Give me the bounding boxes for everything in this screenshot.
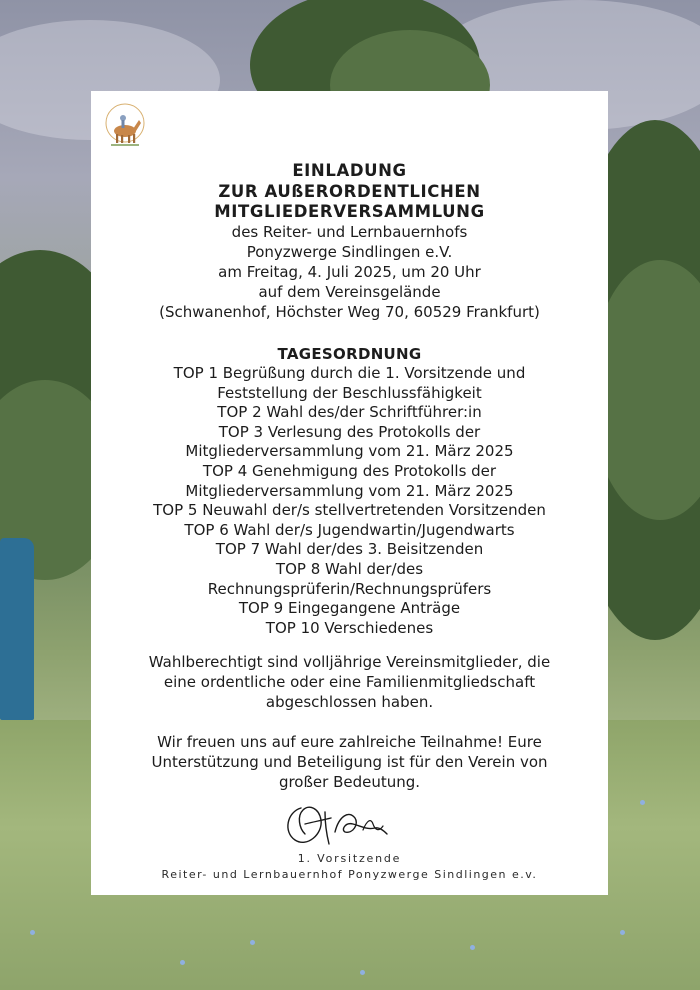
paragraph-line: eine ordentliche oder eine Familienmitgliedschaft	[163, 673, 536, 691]
detail-line: des Reiter- und Lernbauernhofs	[231, 223, 468, 241]
agenda-item: TOP 5 Neuwahl der/s stellvertretenden Vorsitzenden	[153, 501, 546, 520]
title-line: MITGLIEDERVERSAMMLUNG	[214, 202, 485, 221]
signature-role: 1. Vorsitzende	[297, 852, 402, 865]
paragraph-line: Wahlberechtigt sind volljährige Vereinsmitglieder, die	[148, 653, 551, 671]
title-line: EINLADUNG	[292, 161, 407, 180]
agenda-item: TOP 4 Genehmigung des Protokolls der	[202, 461, 497, 480]
detail-line: Ponyzwerge Sindlingen e.V.	[246, 243, 453, 261]
agenda-heading: TAGESORDNUNG	[277, 345, 422, 363]
paragraph-line: abgeschlossen haben.	[265, 693, 434, 711]
closing-paragraph	[91, 732, 608, 792]
agenda-item: Mitgliederversammlung vom 21. März 2025	[185, 481, 514, 500]
wagon-shape	[0, 538, 34, 720]
title-line: ZUR AUßERORDENTLICHEN	[218, 181, 481, 201]
event-details	[91, 222, 608, 322]
agenda-item: Rechnungsprüferin/Rechnungsprüfers	[207, 579, 492, 598]
agenda-item: TOP 1 Begrüßung durch die 1. Vorsitzende und	[173, 364, 526, 382]
detail-line: (Schwanenhof, Höchster Weg 70, 60529 Frankfurt)	[159, 303, 540, 321]
agenda-list	[91, 364, 608, 638]
handwritten-signature	[279, 794, 409, 854]
detail-line: am Freitag, 4. Juli 2025, um 20 Uhr	[218, 263, 481, 281]
agenda-item: Mitgliederversammlung vom 21. März 2025	[185, 442, 514, 461]
signature-organization: Reiter- und Lernbauernhof Ponyzwerge Sindlingen e.v.	[161, 868, 538, 881]
invitation-title	[91, 161, 608, 223]
agenda-item: TOP 2 Wahl des/der Schriftführer:in	[217, 403, 482, 422]
agenda-item: TOP 3 Verlesung des Protokolls der	[218, 422, 481, 441]
eligibility-paragraph	[91, 652, 608, 712]
agenda-item: TOP 6 Wahl der/s Jugendwartin/Jugendwarts	[184, 520, 515, 539]
paragraph-line: Unterstützung und Beteiligung ist für den Verein von	[151, 753, 548, 771]
agenda-item: Feststellung der Beschlussfähigkeit	[217, 383, 482, 402]
detail-line: auf dem Vereinsgelände	[258, 283, 441, 301]
agenda-item: TOP 10 Verschiedenes	[265, 618, 434, 637]
club-logo-icon	[103, 101, 147, 155]
invitation-card	[91, 91, 608, 895]
agenda-item: TOP 8 Wahl der/des	[275, 559, 424, 578]
agenda-item: TOP 7 Wahl der/des 3. Beisitzenden	[215, 540, 484, 559]
agenda-item: TOP 9 Eingegangene Anträge	[238, 599, 461, 618]
paragraph-line: Wir freuen uns auf eure zahlreiche Teilnahme! Eure	[157, 733, 542, 751]
paragraph-line: großer Bedeutung.	[278, 773, 421, 791]
